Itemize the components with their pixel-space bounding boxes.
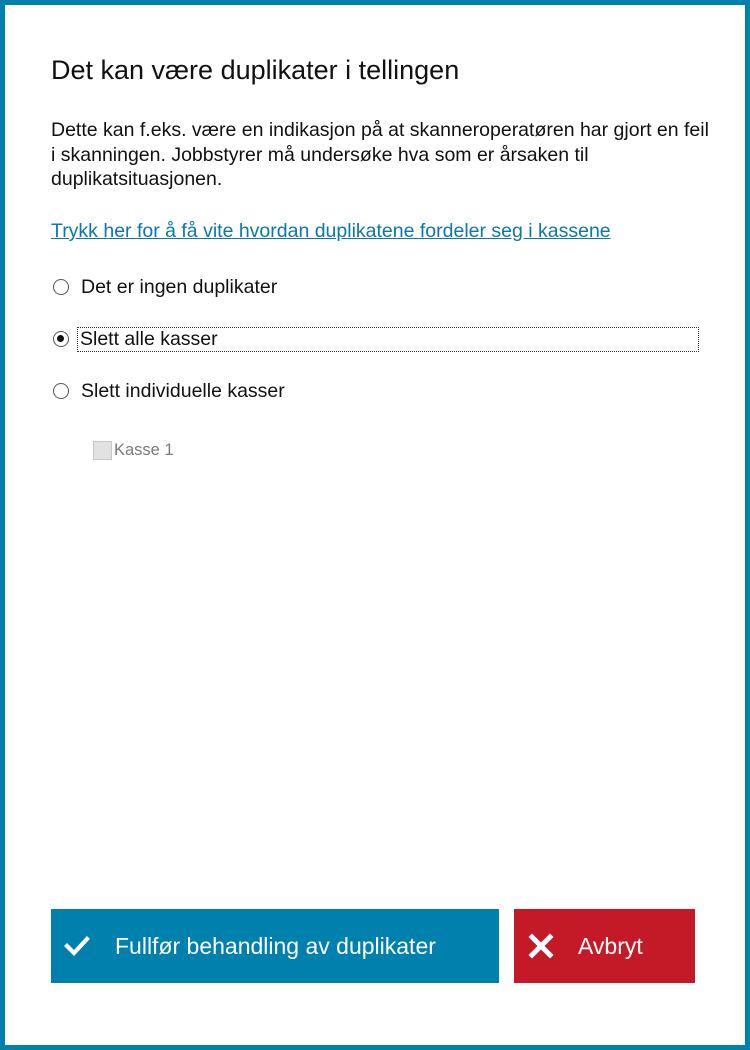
radio-option-delete-individual-boxes[interactable] xyxy=(51,376,287,406)
dialog-description: Dette kan f.eks. være en indikasjon på at skanneroperatøren har gjort en feil i skanningen. Jobbstyrer må undersøke hva som er årsaken til duplikatsituasjonen. xyxy=(51,119,709,190)
dialog-title: Det kan være duplikater i tellingen xyxy=(51,55,460,85)
box-checkbox-label: Kasse 1 xyxy=(114,440,174,459)
cancel-button-label: Avbryt xyxy=(578,932,643,959)
complete-button-label: Fullfør behandling av duplikater xyxy=(115,932,436,959)
box-checkbox-item xyxy=(93,437,174,463)
radio-button[interactable] xyxy=(53,331,69,347)
radio-label: Slett alle kasser xyxy=(77,327,699,352)
complete-duplicates-button[interactable] xyxy=(51,909,499,983)
radio-label: Det er ingen duplikater xyxy=(81,275,278,298)
radio-button[interactable] xyxy=(53,383,69,399)
radio-button[interactable] xyxy=(53,279,69,295)
radio-option-no-duplicates[interactable] xyxy=(51,272,279,302)
close-icon xyxy=(527,932,555,960)
check-icon xyxy=(63,932,91,960)
radio-option-delete-all-boxes[interactable] xyxy=(51,324,699,354)
cancel-button[interactable] xyxy=(514,909,695,983)
duplicate-distribution-link[interactable]: Trykk her for å få vite hvordan duplikatene fordeler seg i kassene xyxy=(51,220,611,242)
box-checkbox xyxy=(93,441,112,460)
radio-label: Slett individuelle kasser xyxy=(81,379,285,402)
